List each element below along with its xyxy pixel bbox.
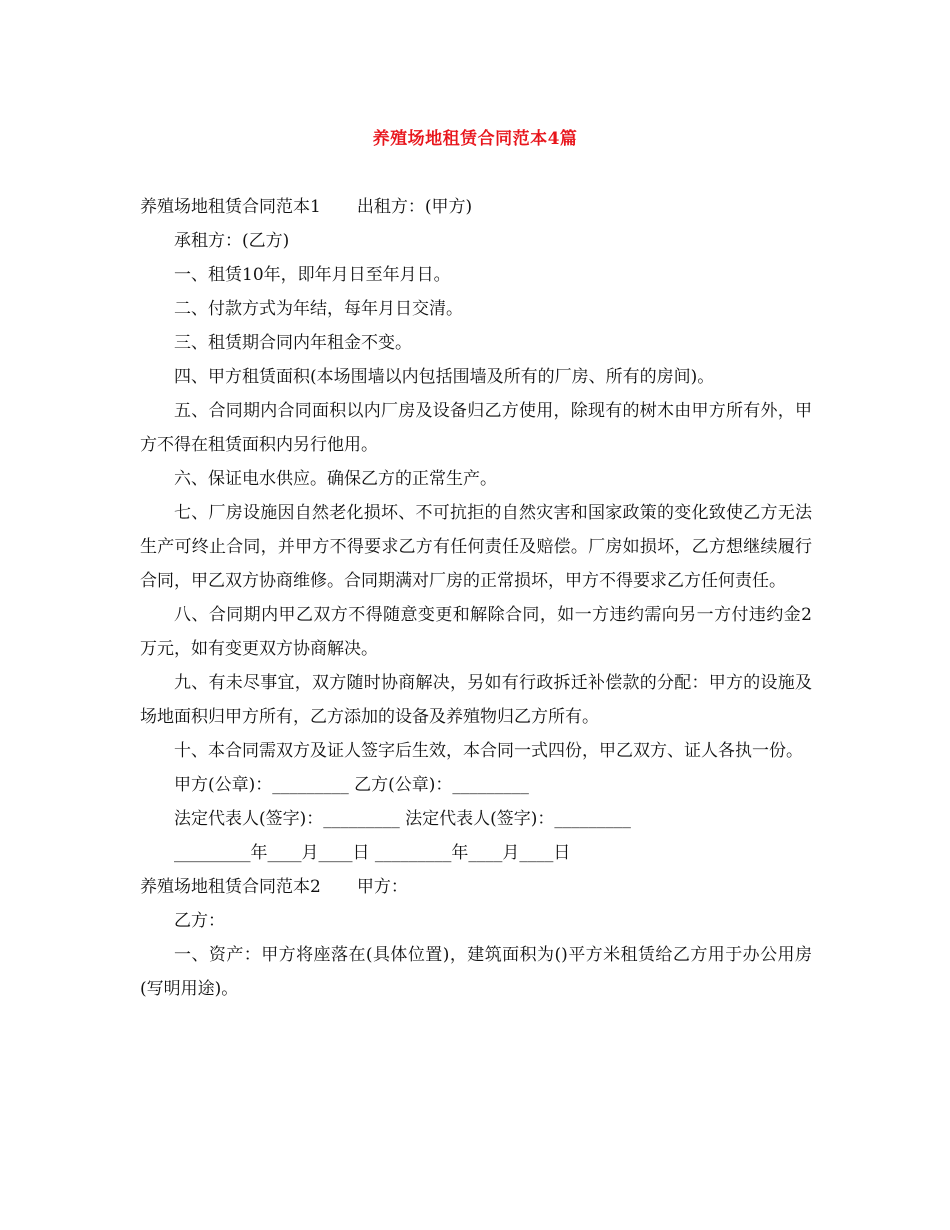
paragraph: 六、保证电水供应。确保乙方的正常生产。 (174, 469, 497, 489)
section-heading: 养殖场地租赁合同范本2 (140, 877, 321, 897)
paragraph: 一、租赁10年，即年月日至年月日。 (174, 265, 451, 285)
paragraph: 二、付款方式为年结，每年月日交清。 (174, 299, 463, 319)
signature-line-date: _________年____月____日 _________年____月____日 (174, 843, 571, 863)
paragraph: 四、甲方租赁面积(本场围墙以内包括围墙及所有的厂房、所有的房间)。 (174, 367, 715, 387)
paragraph: 五、合同期内合同面积以内厂房及设备归乙方使用，除现有的树木由甲方所有外，甲方不得在租赁面积内另行他用。 (140, 401, 812, 455)
paragraph: 十、本合同需双方及证人签字后生效，本合同一式四份，甲乙双方、证人各执一份。 (174, 741, 803, 761)
paragraph: 养殖场地租赁合同范本1 出租方：(甲方) (140, 190, 812, 224)
document-title: 养殖场地租赁合同范本4篇 (372, 129, 578, 149)
paragraph: 七、厂房设施因自然老化损坏、不可抗拒的自然灾害和国家政策的变化致使乙方无法生产可终止合同，并甲方不得要求乙方有任何责任及赔偿。厂房如损坏，乙方想继续履行合同，甲乙双方协商维修。合同期满对厂房的正常损坏，甲方不得要求乙方任何责任。 (140, 503, 812, 591)
paragraph: 九、有未尽事宜，双方随时协商解决，另如有行政拆迁补偿款的分配：甲方的设施及场地面积归甲方所有，乙方添加的设备及养殖物归乙方所有。 (140, 673, 812, 727)
paragraph: 一、资产：甲方将座落在(具体位置)，建筑面积为()平方米租赁给乙方用于办公用房(写明用途)。 (140, 945, 812, 999)
paragraph: 承租方：(乙方) (174, 231, 290, 251)
paragraph: 乙方： (174, 911, 225, 931)
signature-line-representative: 法定代表人(签字)：_________ 法定代表人(签字)：_________ (174, 809, 631, 829)
document-body (140, 190, 812, 1006)
section-heading: 养殖场地租赁合同范本1 (140, 197, 321, 217)
paragraph: 八、合同期内甲乙双方不得随意变更和解除合同，如一方违约需向另一方付违约金2万元，如有变更双方协商解决。 (140, 605, 812, 659)
paragraph: 三、租赁期合同内年租金不变。 (174, 333, 412, 353)
paragraph: 养殖场地租赁合同范本2 甲方： (140, 870, 812, 904)
signature-line-seal: 甲方(公章)：_________ 乙方(公章)：_________ (174, 775, 529, 795)
